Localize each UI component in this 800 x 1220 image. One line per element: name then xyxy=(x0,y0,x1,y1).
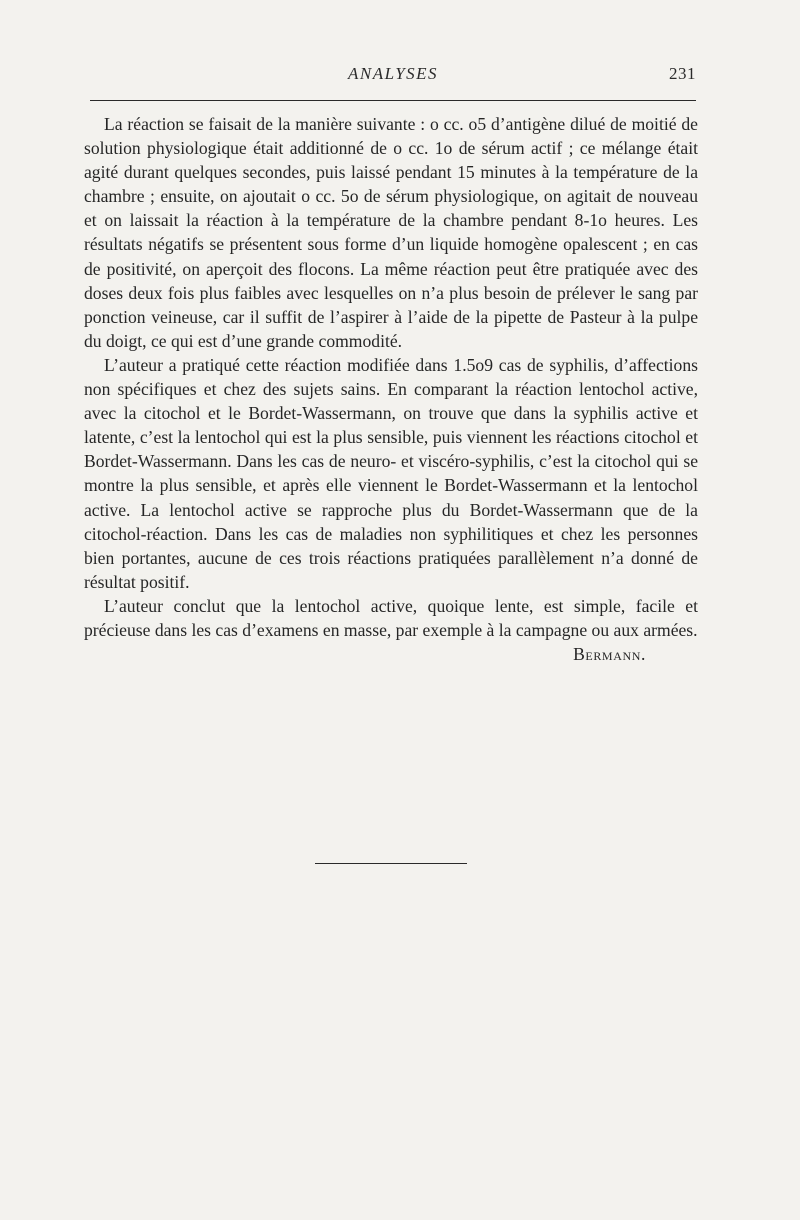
end-rule xyxy=(315,863,467,864)
running-title: ANALYSES xyxy=(347,64,439,83)
paragraph-conclusion xyxy=(84,594,698,665)
author-signature: Bermann. xyxy=(573,644,646,665)
paragraph-results: L’auteur a pratiqué cette réaction modifiée dans 1.5o9 cas de syphilis, d’affections non spécifiques et chez des sujets sains. En comparant la réaction lentochol active, avec la citochol et le Bordet-Wassermann, on trouve que dans la syphilis active et latente, c’est la lentochol qui est la plus sensible, puis viennent les réactions citochol et Bordet-Wassermann. Dans les cas de neuro- et viscéro-syphilis, c’est la citochol qui se montre la plus sensible, et après elle viennent le Bordet-Wassermann et la lentochol active. La lentochol active se rapproche plus du Bordet-Wassermann que de la citochol-réaction. Dans les cas de maladies non syphilitiques et chez les personnes bien portantes, aucune de ces trois réactions pratiquées parallèlement n’a donné de résultat positif. xyxy=(84,354,698,592)
conclusion-text: L’auteur conclut que la lentochol active, quoique lente, est simple, facile et précieuse dans les cas d’examens en masse, par exemple à la campagne ou aux armées. xyxy=(84,595,698,640)
page-number: 231 xyxy=(669,64,696,83)
article-body xyxy=(84,112,698,666)
header-rule xyxy=(90,100,696,101)
running-head xyxy=(90,64,696,92)
paragraph-method: La réaction se faisait de la manière suivante : o cc. o5 d’antigène dilué de moitié de solution physiologique était additionné de o cc. 1o de sérum actif ; ce mélange était agité durant quelques secondes, puis laissé pendant 15 minutes à la température de la chambre ; ensuite, on ajoutait o cc. 5o de sérum physiologique, on agitait de nouveau et on laissait la réaction à la température de la chambre pendant 8-1o heures. Les résultats négatifs se présentent sous forme d’un liquide homogène opalescent ; en cas de positivité, on aperçoit des flocons. La même réaction peut être pratiquée avec des doses deux fois plus faibles avec lesquelles on n’a plus besoin de prélever le sang par ponction veineuse, car il suffit de l’aspirer à l’aide de la pipette de Pasteur à la pulpe du doigt, ce qui est d’une grande commodité. xyxy=(84,114,698,351)
